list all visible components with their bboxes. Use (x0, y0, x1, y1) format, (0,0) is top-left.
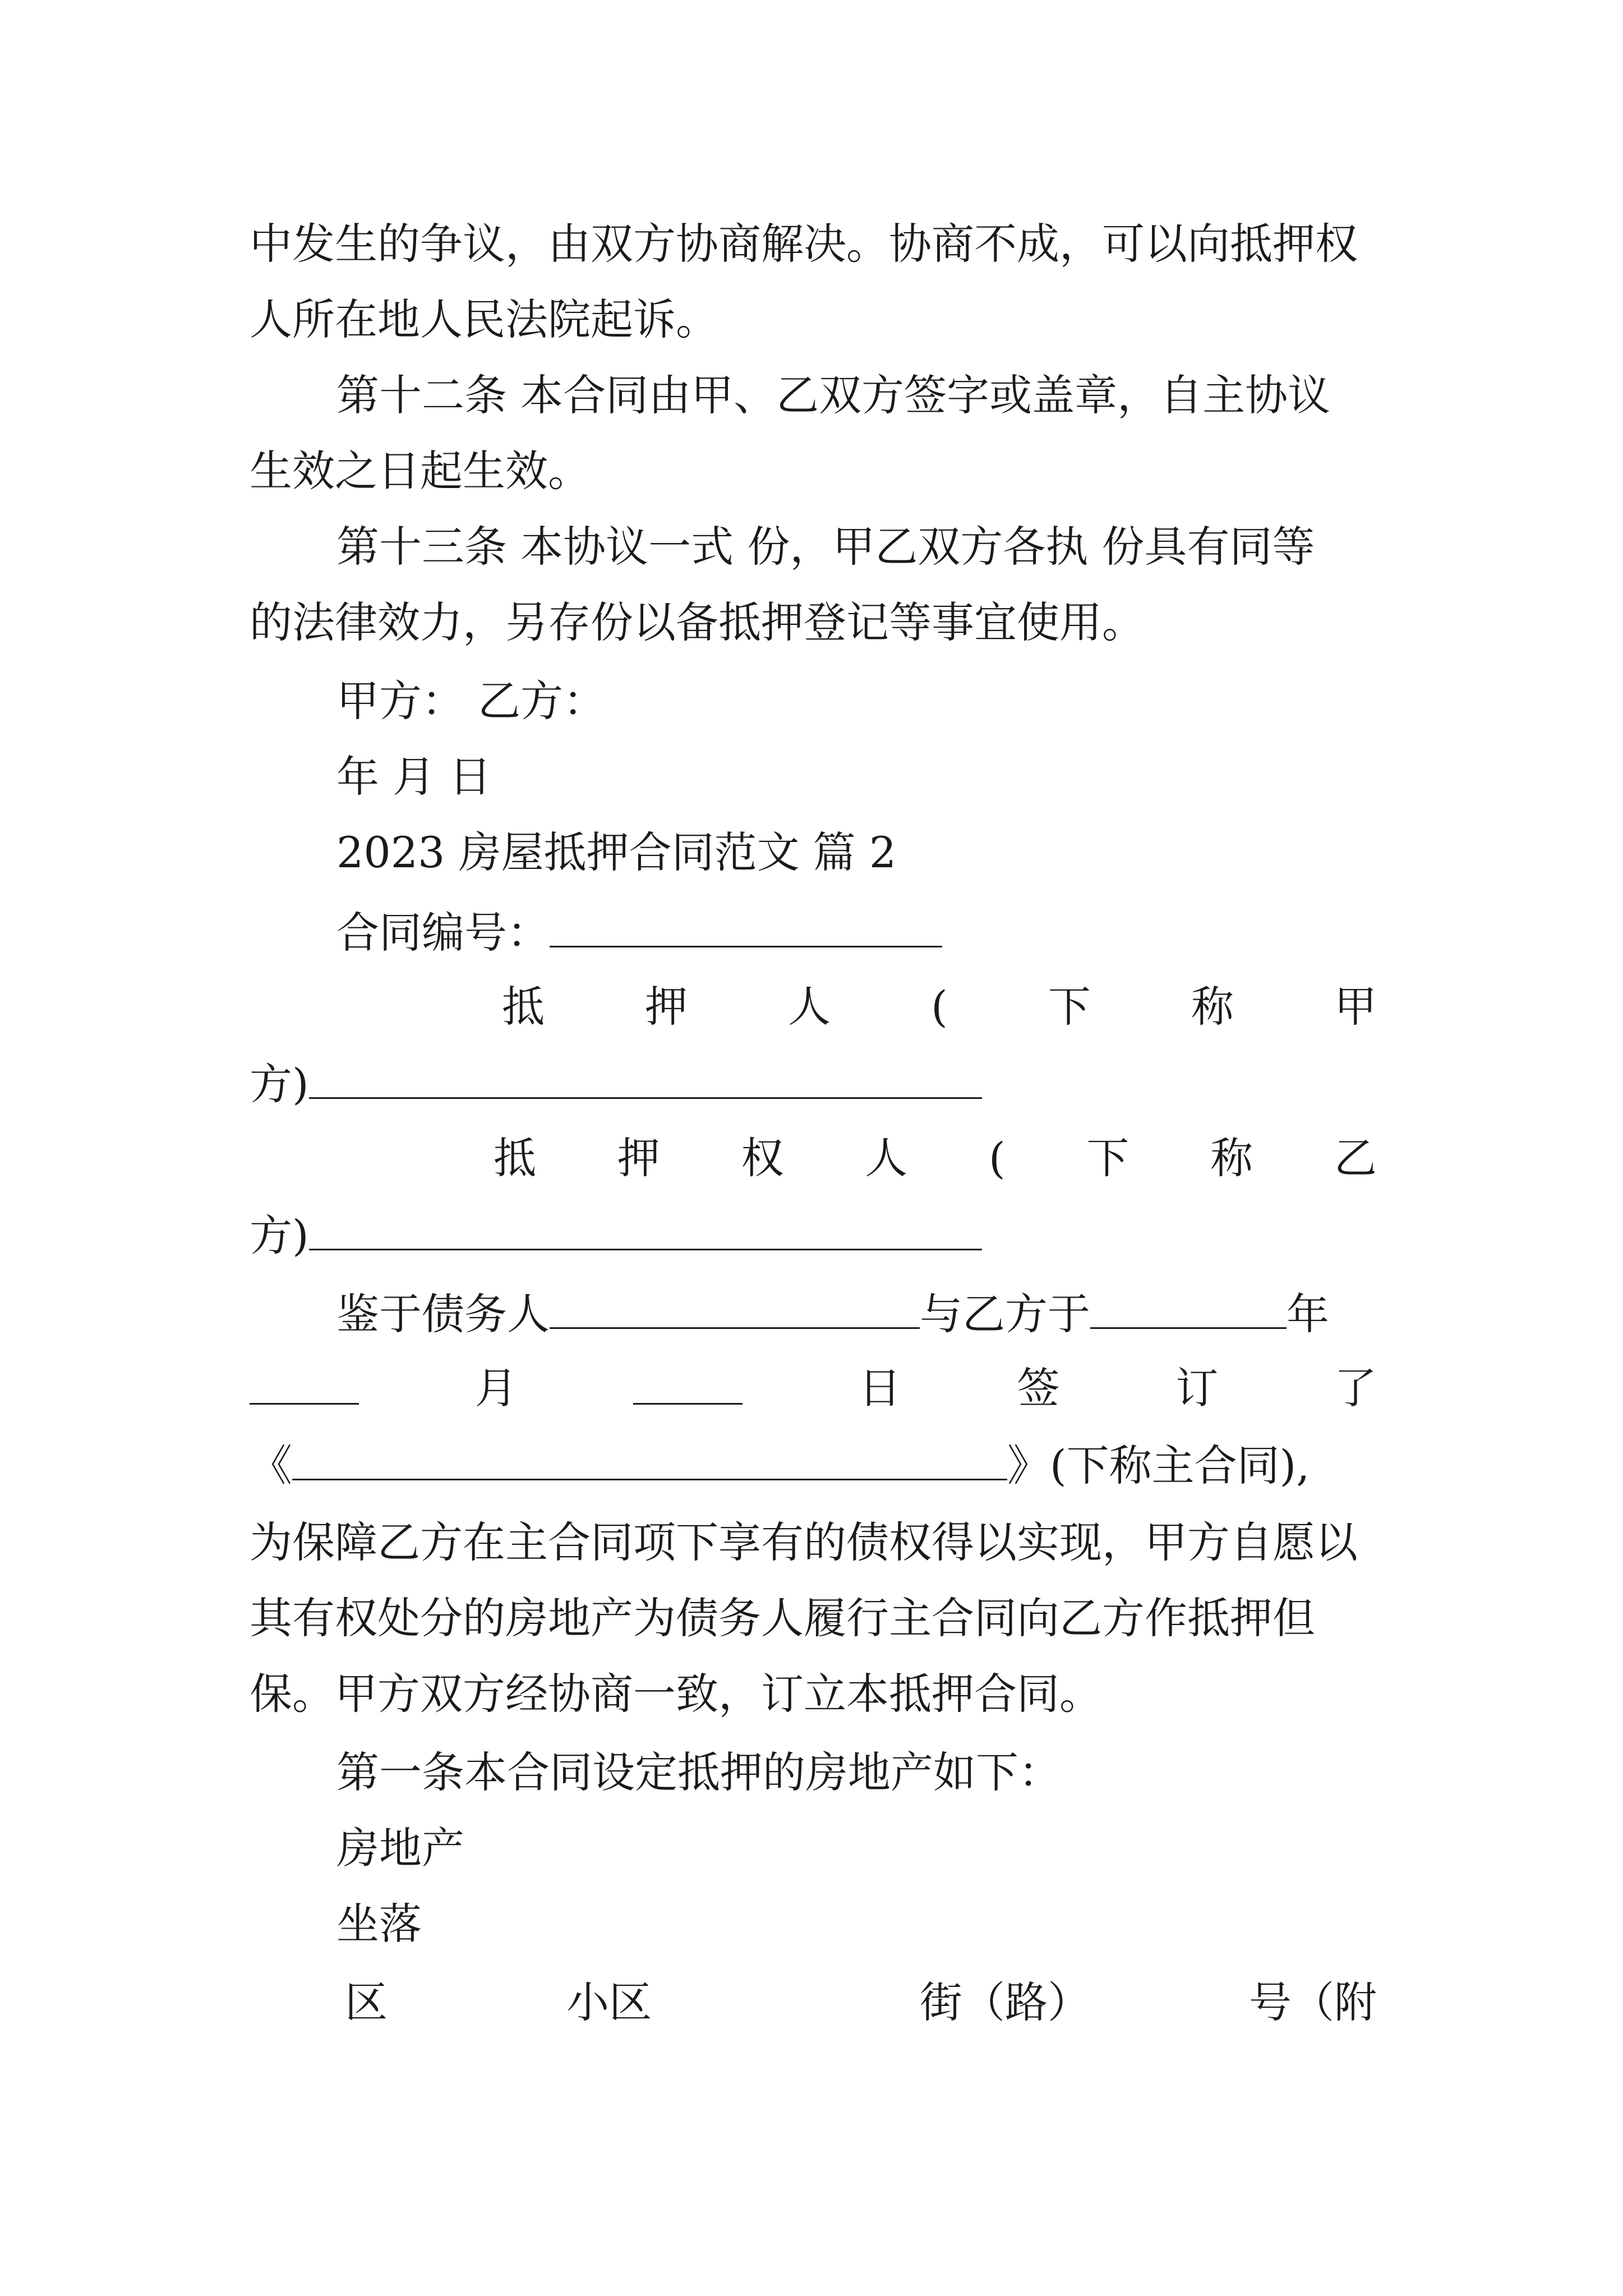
recital-char: 了 (1334, 1363, 1377, 1413)
address-street: 街（路） (920, 1977, 1090, 2027)
recital-text: 年 (1287, 1289, 1329, 1339)
address-number: 号（附 (1249, 1977, 1377, 2027)
recital-char: 签 (1017, 1363, 1060, 1413)
year-blank (1090, 1285, 1287, 1329)
recital-text: 鉴于债务人 (336, 1289, 550, 1339)
recital-date-line (250, 1360, 1377, 1416)
mortgagee-char: 下 (1086, 1133, 1129, 1183)
section-heading: 2023 房屋抵押合同范文 篇 2 (336, 827, 897, 877)
mortgagee-char: 权 (741, 1133, 784, 1183)
month-blank (250, 1360, 359, 1405)
recital-line (336, 1285, 1377, 1341)
book-open: 《 (250, 1441, 292, 1490)
mortgagee-char: 乙 (1334, 1133, 1377, 1183)
address-line (336, 1975, 1377, 2031)
mortgagor-line (502, 979, 1377, 1035)
mortgagor-char: 称 (1191, 982, 1234, 1032)
mortgagee-tail-line (250, 1206, 1377, 1262)
paragraph-line: 生效之日起生效。 (250, 446, 591, 496)
mortgagee-char: 称 (1210, 1133, 1253, 1183)
signature-line: 甲方： 乙方： (336, 676, 606, 726)
mortgagee-blank (309, 1206, 982, 1250)
article-13-line: 第十三条 本协议一式 份，甲乙双方各执 份具有同等 (336, 522, 1315, 572)
day-blank (633, 1360, 743, 1405)
location-line: 坐落 (336, 1899, 422, 1949)
mortgagee-char: 抵 (494, 1133, 536, 1183)
recital-char: 订 (1175, 1363, 1219, 1413)
mortgagor-blank (309, 1055, 982, 1099)
paragraph-line: 保。甲方双方经协商一致，订立本抵押合同。 (250, 1669, 1102, 1719)
contract-number-line (336, 903, 1377, 959)
date-line: 年 月 日 (336, 752, 492, 802)
paragraph-line: 为保障乙方在主合同项下享有的债权得以实现，甲方自愿以 (250, 1517, 1358, 1567)
main-contract-line (250, 1436, 1377, 1492)
mortgagee-line (494, 1130, 1377, 1186)
paragraph-line: 人所在地人民法院起诉。 (250, 295, 718, 344)
contract-number-label: 合同编号： (336, 908, 550, 958)
mortgagor-char: 人 (788, 982, 831, 1032)
main-contract-blank (292, 1436, 1007, 1480)
address-district: 区 (345, 1977, 388, 2027)
book-close: 》(下称主合同), (1007, 1441, 1310, 1490)
recital-day: 日 (858, 1363, 901, 1413)
mortgagor-char: 甲 (1334, 982, 1377, 1032)
article-1-line: 第一条本合同设定抵押的房地产如下： (336, 1747, 1061, 1797)
paragraph-line: 的法律效力，另存份以备抵押登记等事宜使用。 (250, 597, 1145, 647)
contract-number-blank (550, 903, 942, 947)
mortgagee-char: 人 (865, 1133, 908, 1183)
mortgagor-tail: 方) (250, 1059, 309, 1109)
recital-text: 与乙方于 (920, 1289, 1090, 1339)
mortgagor-tail-line (250, 1055, 1377, 1111)
mortgagee-tail: 方) (250, 1211, 309, 1260)
paragraph-line: 其有权处分的房地产为债务人履行主合同向乙方作抵押但 (250, 1593, 1315, 1643)
mortgagor-char: 抵 (502, 982, 545, 1032)
estate-line: 房地产 (336, 1823, 464, 1873)
address-community: 小区 (566, 1977, 652, 2027)
recital-month: 月 (474, 1363, 518, 1413)
mortgagor-char: 下 (1048, 982, 1091, 1032)
mortgagor-char: ( (931, 982, 948, 1032)
mortgagee-char: ( (989, 1133, 1006, 1183)
mortgagor-char: 押 (645, 982, 688, 1032)
paragraph-line: 中发生的争议，由双方协商解决。协商不成，可以向抵押权 (250, 219, 1358, 269)
article-12-line: 第十二条 本合同由甲、乙双方签字或盖章，自主协议 (336, 370, 1331, 420)
debtor-blank (550, 1285, 920, 1329)
mortgagee-char: 押 (617, 1133, 660, 1183)
